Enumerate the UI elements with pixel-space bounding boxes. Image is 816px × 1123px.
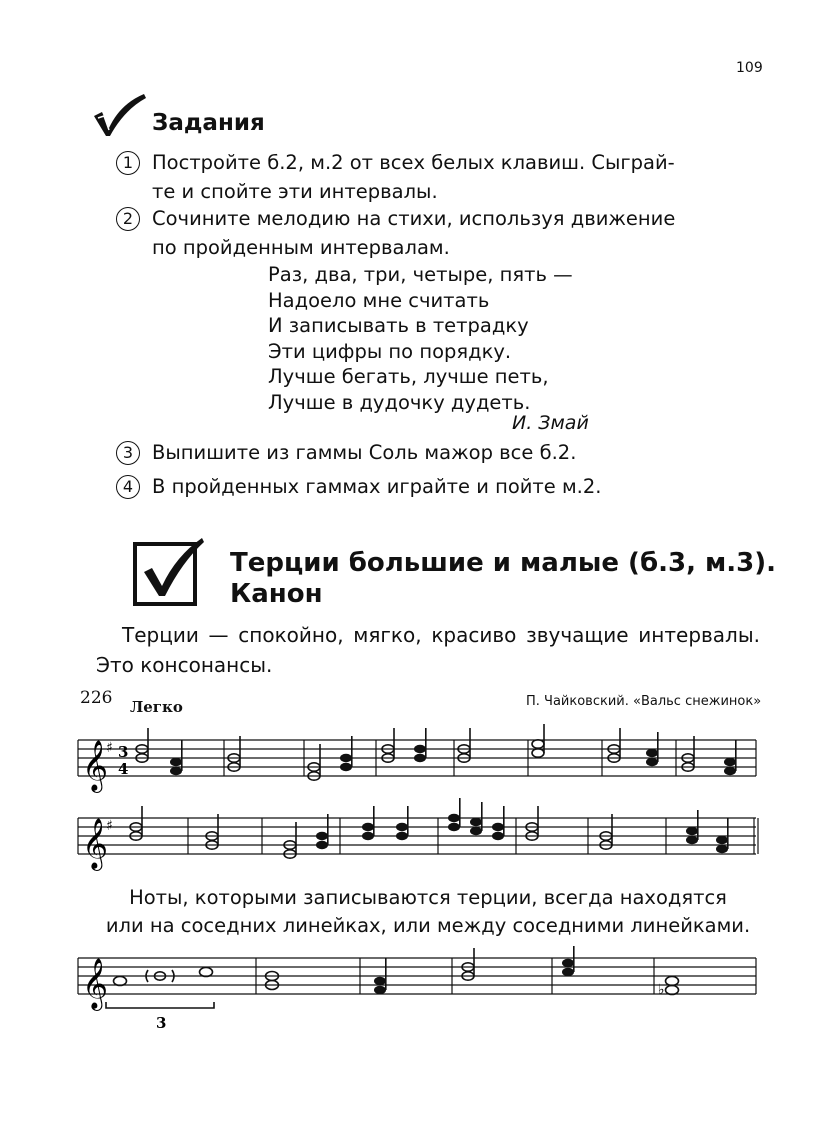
flat-icon: ♭ bbox=[658, 982, 665, 998]
section-title: Терции большие и малые (б.3, м.3). Канон bbox=[230, 548, 776, 609]
music-staff-1 bbox=[76, 718, 760, 798]
task-number: 3 bbox=[116, 441, 140, 465]
treble-clef-icon: 𝄞 bbox=[82, 958, 109, 1009]
staff-1-notes bbox=[136, 724, 694, 780]
staff-3-notes bbox=[106, 948, 679, 1008]
tempo-marking: Легко bbox=[130, 698, 183, 716]
poem: Раз, два, три, четыре, пять — Надоело мне считать И записывать в тетрадку Эти цифры по порядку. Лучше бегать, лучше петь, Лучше в дудочку дудеть. bbox=[268, 263, 573, 414]
treble-clef-icon: 𝄞 bbox=[82, 818, 109, 869]
task-text: В пройденных гаммах играйте и пойте м.2. bbox=[152, 475, 602, 498]
music-staff-2 bbox=[76, 796, 760, 876]
task-number: 4 bbox=[116, 475, 140, 499]
staff-1-filled-notes bbox=[170, 728, 737, 775]
treble-clef-icon: 𝄞 bbox=[82, 740, 109, 791]
example-number: 226 bbox=[80, 688, 113, 708]
task-number: 2 bbox=[116, 207, 140, 231]
checkmark-icon bbox=[92, 92, 148, 138]
task-text: Сочините мелодию на стихи, используя движение по пройденным интервалам. bbox=[152, 207, 676, 259]
staff-2-notes bbox=[130, 806, 612, 858]
notes-explanation: Ноты, которыми записываются терции, всегда находятся или на соседних линейках, или между соседними линейками. bbox=[105, 886, 751, 937]
key-sharp-icon: ♯ bbox=[106, 740, 113, 756]
task-text: Постройте б.2, м.2 от всех белых клавиш. Сыграй- те и спойте эти интервалы. bbox=[152, 151, 675, 203]
bracket-label: 3 bbox=[156, 1014, 167, 1032]
task-text: Выпишите из гаммы Соль мажор все б.2. bbox=[152, 441, 577, 464]
key-sharp-icon: ♯ bbox=[106, 818, 113, 834]
time-signature-bottom: 4 bbox=[118, 760, 129, 778]
composer-credit: П. Чайковский. «Вальс снежинок» bbox=[526, 694, 762, 709]
page-number: 109 bbox=[736, 60, 763, 76]
music-staff-3 bbox=[76, 944, 760, 1044]
checkbox-checked-icon bbox=[132, 536, 206, 608]
tasks-title: Задания bbox=[152, 110, 265, 136]
time-signature-top: 3 bbox=[118, 743, 129, 761]
poem-author: И. Змай bbox=[512, 412, 589, 434]
intro-paragraph: Терции — спокойно, мягко, красиво звучащие интервалы. Это консонансы. bbox=[96, 623, 760, 677]
task-number: 1 bbox=[116, 151, 140, 175]
